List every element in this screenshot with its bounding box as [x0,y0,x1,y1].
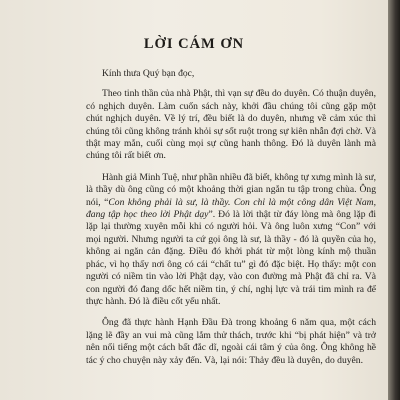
body-text [86,68,376,376]
paragraph-3: Ông đã thực hành Hạnh Đầu Đà trong khoảng 6 năm qua, một cách lặng lẽ đầy an vui mà cũng lắm thử thách, trước khi “bị phát hiện” và trở nên nổi tiếng một cách bất đắc dĩ, ngoài cái tâm ý của ông. Ông không hề tác ý cho chuyện này xảy đến. Và, lại nói: Thảy đều là duyên, do duyên. [86,317,376,366]
paragraph-2-rest: ”. Đó là lời thật từ đáy lòng mà ông lặp đi lặp lại thường xuyên mỗi khi có người hỏi. Và ông luôn xưng “Con” với mọi người. Nhưng người ta cứ gọi ông là sư, là thầy - đó là quyền của họ, không ai ngăn cản đặng. Điều đó khởi phát từ một lòng kính mộ thuần phác, vì họ thấy nơi ông có cái “chất tu” gì đó đặc biệt. Họ thấy: một con người có niềm tin vào lời Phật dạy, vào con đường mà Phật đã chỉ ra. Và con người đó đang dốc hết niềm tin, ý chí, nghị lực và trái tim mình ra để thực hành. Đó là điều cốt yếu nhất. [86,209,376,307]
quoted-statement: Con không phải là sư, là thầy. Con chỉ là một công dân Việt Nam, đang tập học theo lời Phật dạy [86,196,376,221]
greeting: Kính thưa Quý bạn đọc, [102,68,195,79]
page-title: LỜI CÁM ƠN [143,36,245,52]
book-gutter [388,0,400,400]
paragraph-2-lead: Hành giả Minh Tuệ, như phần nhiều đã biết, không tự xưng mình là sư, là thầy dù ông cũng có một khoảng thời gian ngắn tu tập trong chùa. Ông nói, “ [86,171,376,208]
paragraph-1: Theo tinh thần của nhà Phật, thì vạn sự đều do duyên. Có thuận duyên, có nghịch duyên. Làm cuốn sách này, khởi đầu chúng tôi cũng gặp một chút nghịch duyên. Về lý trí, đều biết là do duyên, nhưng về cảm xúc thì chúng tôi cũng không tránh khỏi sự sốt ruột trong sự kiên nhẫn đợi chờ. Và thật may mắn, cuối cùng mọi sự cũng hanh thông. Đó là duyên lành mà chúng tôi rất biết ơn. [86,88,376,162]
paragraph-2 [86,172,376,308]
